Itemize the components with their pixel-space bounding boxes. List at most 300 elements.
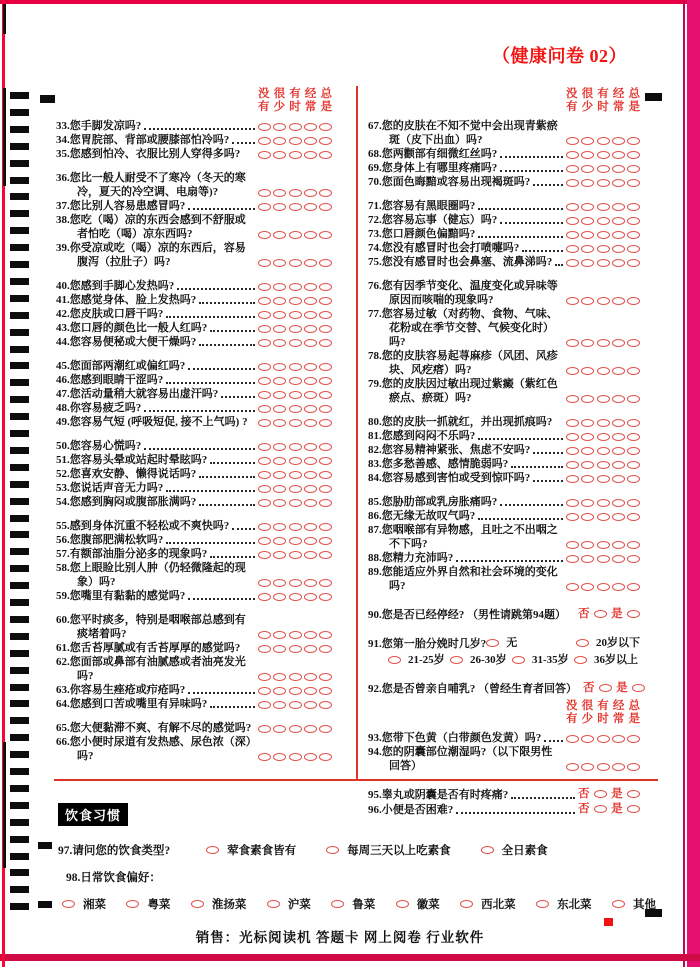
- q36-bubble-2[interactable]: [289, 189, 302, 197]
- q43-bubble-0[interactable]: [258, 325, 271, 333]
- q77-bubble-4[interactable]: [627, 339, 640, 347]
- q73-bubble-2[interactable]: [597, 231, 610, 239]
- q50-bubble-4[interactable]: [319, 443, 332, 451]
- q38-bubble-3[interactable]: [304, 231, 317, 239]
- q97-option-bubble-1[interactable]: [326, 846, 339, 854]
- q40-bubble-2[interactable]: [289, 283, 302, 291]
- q96-no-bubble[interactable]: [594, 805, 607, 813]
- q85-bubble-2[interactable]: [597, 499, 610, 507]
- q66-bubble-3[interactable]: [304, 753, 317, 761]
- q79-bubble-0[interactable]: [566, 395, 579, 403]
- q45-bubble-0[interactable]: [258, 363, 271, 371]
- q49-bubble-0[interactable]: [258, 419, 271, 427]
- q48-bubble-0[interactable]: [258, 405, 271, 413]
- q93-bubble-0[interactable]: [566, 735, 579, 743]
- q80-bubble-3[interactable]: [612, 419, 625, 427]
- q37-bubble-1[interactable]: [273, 203, 286, 211]
- q64-bubble-1[interactable]: [273, 701, 286, 709]
- q58-bubble-0[interactable]: [258, 579, 271, 587]
- q33-bubble-1[interactable]: [273, 123, 286, 131]
- q58-bubble-3[interactable]: [304, 579, 317, 587]
- q63-bubble-3[interactable]: [304, 687, 317, 695]
- q43-bubble-2[interactable]: [289, 325, 302, 333]
- q36-bubble-3[interactable]: [304, 189, 317, 197]
- q83-bubble-1[interactable]: [581, 461, 594, 469]
- q46-bubble-3[interactable]: [304, 377, 317, 385]
- q73-bubble-4[interactable]: [627, 231, 640, 239]
- q93-bubble-3[interactable]: [612, 735, 625, 743]
- q56-bubble-2[interactable]: [289, 537, 302, 545]
- q94-bubble-2[interactable]: [597, 763, 610, 771]
- q58-bubble-4[interactable]: [319, 579, 332, 587]
- q88-bubble-4[interactable]: [627, 555, 640, 563]
- q53-bubble-2[interactable]: [289, 485, 302, 493]
- q85-bubble-1[interactable]: [581, 499, 594, 507]
- q65-bubble-0[interactable]: [258, 725, 271, 733]
- q61-bubble-2[interactable]: [289, 645, 302, 653]
- q78-bubble-2[interactable]: [597, 367, 610, 375]
- q75-bubble-0[interactable]: [566, 259, 579, 267]
- q39-bubble-1[interactable]: [273, 259, 286, 267]
- q38-bubble-2[interactable]: [289, 231, 302, 239]
- q77-bubble-3[interactable]: [612, 339, 625, 347]
- q54-bubble-1[interactable]: [273, 499, 286, 507]
- q98-option-bubble-5[interactable]: [396, 900, 409, 908]
- q97-option-bubble-0[interactable]: [206, 846, 219, 854]
- q47-bubble-3[interactable]: [304, 391, 317, 399]
- q75-bubble-4[interactable]: [627, 259, 640, 267]
- q80-bubble-1[interactable]: [581, 419, 594, 427]
- q42-bubble-2[interactable]: [289, 311, 302, 319]
- q68-bubble-4[interactable]: [627, 151, 640, 159]
- q44-bubble-1[interactable]: [273, 339, 286, 347]
- q90-yes-bubble[interactable]: [627, 610, 640, 618]
- q84-bubble-4[interactable]: [627, 475, 640, 483]
- q39-bubble-0[interactable]: [258, 259, 271, 267]
- q57-bubble-3[interactable]: [304, 551, 317, 559]
- q69-bubble-0[interactable]: [566, 165, 579, 173]
- q36-bubble-1[interactable]: [273, 189, 286, 197]
- q69-bubble-1[interactable]: [581, 165, 594, 173]
- q55-bubble-0[interactable]: [258, 523, 271, 531]
- q87-bubble-4[interactable]: [627, 541, 640, 549]
- q68-bubble-0[interactable]: [566, 151, 579, 159]
- q37-bubble-2[interactable]: [289, 203, 302, 211]
- q87-bubble-2[interactable]: [597, 541, 610, 549]
- q42-bubble-1[interactable]: [273, 311, 286, 319]
- q98-option-bubble-8[interactable]: [612, 900, 625, 908]
- q51-bubble-2[interactable]: [289, 457, 302, 465]
- q40-bubble-0[interactable]: [258, 283, 271, 291]
- q54-bubble-2[interactable]: [289, 499, 302, 507]
- q84-bubble-1[interactable]: [581, 475, 594, 483]
- q53-bubble-1[interactable]: [273, 485, 286, 493]
- q62-bubble-4[interactable]: [319, 673, 332, 681]
- q46-bubble-4[interactable]: [319, 377, 332, 385]
- q42-bubble-0[interactable]: [258, 311, 271, 319]
- q52-bubble-3[interactable]: [304, 471, 317, 479]
- q79-bubble-2[interactable]: [597, 395, 610, 403]
- q61-bubble-0[interactable]: [258, 645, 271, 653]
- q40-bubble-1[interactable]: [273, 283, 286, 291]
- q42-bubble-3[interactable]: [304, 311, 317, 319]
- q60-bubble-1[interactable]: [273, 631, 286, 639]
- q74-bubble-2[interactable]: [597, 245, 610, 253]
- q88-bubble-2[interactable]: [597, 555, 610, 563]
- q96-yes-bubble[interactable]: [627, 805, 640, 813]
- q73-bubble-1[interactable]: [581, 231, 594, 239]
- q67-bubble-1[interactable]: [581, 137, 594, 145]
- q37-bubble-4[interactable]: [319, 203, 332, 211]
- q94-bubble-1[interactable]: [581, 763, 594, 771]
- q98-option-bubble-4[interactable]: [331, 900, 344, 908]
- q88-bubble-0[interactable]: [566, 555, 579, 563]
- q65-bubble-3[interactable]: [304, 725, 317, 733]
- q41-bubble-1[interactable]: [273, 297, 286, 305]
- q60-bubble-4[interactable]: [319, 631, 332, 639]
- q63-bubble-2[interactable]: [289, 687, 302, 695]
- q67-bubble-0[interactable]: [566, 137, 579, 145]
- q85-bubble-0[interactable]: [566, 499, 579, 507]
- q43-bubble-4[interactable]: [319, 325, 332, 333]
- q44-bubble-2[interactable]: [289, 339, 302, 347]
- q56-bubble-1[interactable]: [273, 537, 286, 545]
- q76-bubble-4[interactable]: [627, 297, 640, 305]
- q81-bubble-1[interactable]: [581, 433, 594, 441]
- q47-bubble-4[interactable]: [319, 391, 332, 399]
- q75-bubble-1[interactable]: [581, 259, 594, 267]
- q54-bubble-0[interactable]: [258, 499, 271, 507]
- q57-bubble-1[interactable]: [273, 551, 286, 559]
- q83-bubble-3[interactable]: [612, 461, 625, 469]
- q71-bubble-4[interactable]: [627, 203, 640, 211]
- q48-bubble-4[interactable]: [319, 405, 332, 413]
- q67-bubble-4[interactable]: [627, 137, 640, 145]
- q70-bubble-0[interactable]: [566, 179, 579, 187]
- q64-bubble-0[interactable]: [258, 701, 271, 709]
- q47-bubble-1[interactable]: [273, 391, 286, 399]
- q41-bubble-2[interactable]: [289, 297, 302, 305]
- q84-bubble-2[interactable]: [597, 475, 610, 483]
- q84-bubble-0[interactable]: [566, 475, 579, 483]
- q87-bubble-0[interactable]: [566, 541, 579, 549]
- q74-bubble-4[interactable]: [627, 245, 640, 253]
- q57-bubble-2[interactable]: [289, 551, 302, 559]
- q85-bubble-4[interactable]: [627, 499, 640, 507]
- q84-bubble-3[interactable]: [612, 475, 625, 483]
- q46-bubble-0[interactable]: [258, 377, 271, 385]
- q49-bubble-2[interactable]: [289, 419, 302, 427]
- q39-bubble-3[interactable]: [304, 259, 317, 267]
- q76-bubble-2[interactable]: [597, 297, 610, 305]
- q46-bubble-2[interactable]: [289, 377, 302, 385]
- q88-bubble-1[interactable]: [581, 555, 594, 563]
- q70-bubble-2[interactable]: [597, 179, 610, 187]
- q77-bubble-2[interactable]: [597, 339, 610, 347]
- q35-bubble-3[interactable]: [304, 151, 317, 159]
- q59-bubble-3[interactable]: [304, 593, 317, 601]
- q75-bubble-2[interactable]: [597, 259, 610, 267]
- q66-bubble-0[interactable]: [258, 753, 271, 761]
- q39-bubble-4[interactable]: [319, 259, 332, 267]
- q73-bubble-0[interactable]: [566, 231, 579, 239]
- q63-bubble-4[interactable]: [319, 687, 332, 695]
- q69-bubble-3[interactable]: [612, 165, 625, 173]
- q79-bubble-4[interactable]: [627, 395, 640, 403]
- q38-bubble-1[interactable]: [273, 231, 286, 239]
- q86-bubble-4[interactable]: [627, 513, 640, 521]
- q37-bubble-0[interactable]: [258, 203, 271, 211]
- q80-bubble-0[interactable]: [566, 419, 579, 427]
- q63-bubble-1[interactable]: [273, 687, 286, 695]
- q67-bubble-3[interactable]: [612, 137, 625, 145]
- q69-bubble-2[interactable]: [597, 165, 610, 173]
- q66-bubble-4[interactable]: [319, 753, 332, 761]
- q45-bubble-3[interactable]: [304, 363, 317, 371]
- q91-option-bubble-0[interactable]: [486, 639, 499, 647]
- q36-bubble-4[interactable]: [319, 189, 332, 197]
- q66-bubble-2[interactable]: [289, 753, 302, 761]
- q44-bubble-3[interactable]: [304, 339, 317, 347]
- q66-bubble-1[interactable]: [273, 753, 286, 761]
- q82-bubble-0[interactable]: [566, 447, 579, 455]
- q59-bubble-1[interactable]: [273, 593, 286, 601]
- q55-bubble-4[interactable]: [319, 523, 332, 531]
- q72-bubble-4[interactable]: [627, 217, 640, 225]
- q72-bubble-0[interactable]: [566, 217, 579, 225]
- q52-bubble-2[interactable]: [289, 471, 302, 479]
- q73-bubble-3[interactable]: [612, 231, 625, 239]
- q45-bubble-2[interactable]: [289, 363, 302, 371]
- q76-bubble-0[interactable]: [566, 297, 579, 305]
- q89-bubble-2[interactable]: [597, 583, 610, 591]
- q55-bubble-2[interactable]: [289, 523, 302, 531]
- q95-yes-bubble[interactable]: [627, 790, 640, 798]
- q53-bubble-3[interactable]: [304, 485, 317, 493]
- q82-bubble-2[interactable]: [597, 447, 610, 455]
- q72-bubble-2[interactable]: [597, 217, 610, 225]
- q57-bubble-0[interactable]: [258, 551, 271, 559]
- q60-bubble-3[interactable]: [304, 631, 317, 639]
- q87-bubble-1[interactable]: [581, 541, 594, 549]
- q64-bubble-3[interactable]: [304, 701, 317, 709]
- q74-bubble-1[interactable]: [581, 245, 594, 253]
- q81-bubble-4[interactable]: [627, 433, 640, 441]
- q51-bubble-4[interactable]: [319, 457, 332, 465]
- q75-bubble-3[interactable]: [612, 259, 625, 267]
- q98-option-bubble-0[interactable]: [62, 900, 75, 908]
- q38-bubble-4[interactable]: [319, 231, 332, 239]
- q35-bubble-2[interactable]: [289, 151, 302, 159]
- q52-bubble-1[interactable]: [273, 471, 286, 479]
- q71-bubble-2[interactable]: [597, 203, 610, 211]
- q35-bubble-0[interactable]: [258, 151, 271, 159]
- q86-bubble-0[interactable]: [566, 513, 579, 521]
- q89-bubble-3[interactable]: [612, 583, 625, 591]
- q51-bubble-3[interactable]: [304, 457, 317, 465]
- q76-bubble-3[interactable]: [612, 297, 625, 305]
- q34-bubble-2[interactable]: [289, 137, 302, 145]
- q65-bubble-2[interactable]: [289, 725, 302, 733]
- q91-option-bubble-5[interactable]: [574, 656, 587, 664]
- q91-option-bubble-2[interactable]: [388, 656, 401, 664]
- q59-bubble-0[interactable]: [258, 593, 271, 601]
- q45-bubble-4[interactable]: [319, 363, 332, 371]
- q39-bubble-2[interactable]: [289, 259, 302, 267]
- q33-bubble-4[interactable]: [319, 123, 332, 131]
- q61-bubble-4[interactable]: [319, 645, 332, 653]
- q36-bubble-0[interactable]: [258, 189, 271, 197]
- q45-bubble-1[interactable]: [273, 363, 286, 371]
- q93-bubble-1[interactable]: [581, 735, 594, 743]
- q69-bubble-4[interactable]: [627, 165, 640, 173]
- q81-bubble-0[interactable]: [566, 433, 579, 441]
- q97-option-bubble-2[interactable]: [481, 846, 494, 854]
- q35-bubble-4[interactable]: [319, 151, 332, 159]
- q90-no-bubble[interactable]: [594, 610, 607, 618]
- q61-bubble-1[interactable]: [273, 645, 286, 653]
- q71-bubble-3[interactable]: [612, 203, 625, 211]
- q49-bubble-4[interactable]: [319, 419, 332, 427]
- q70-bubble-3[interactable]: [612, 179, 625, 187]
- q60-bubble-0[interactable]: [258, 631, 271, 639]
- q83-bubble-0[interactable]: [566, 461, 579, 469]
- q82-bubble-4[interactable]: [627, 447, 640, 455]
- q98-option-bubble-6[interactable]: [460, 900, 473, 908]
- q48-bubble-1[interactable]: [273, 405, 286, 413]
- q98-option-bubble-3[interactable]: [267, 900, 280, 908]
- q94-bubble-4[interactable]: [627, 763, 640, 771]
- q80-bubble-4[interactable]: [627, 419, 640, 427]
- q48-bubble-3[interactable]: [304, 405, 317, 413]
- q44-bubble-0[interactable]: [258, 339, 271, 347]
- q89-bubble-4[interactable]: [627, 583, 640, 591]
- q77-bubble-0[interactable]: [566, 339, 579, 347]
- q59-bubble-4[interactable]: [319, 593, 332, 601]
- q43-bubble-1[interactable]: [273, 325, 286, 333]
- q92-yes-bubble[interactable]: [632, 684, 645, 692]
- q87-bubble-3[interactable]: [612, 541, 625, 549]
- q92-no-bubble[interactable]: [599, 684, 612, 692]
- q94-bubble-0[interactable]: [566, 763, 579, 771]
- q82-bubble-1[interactable]: [581, 447, 594, 455]
- q72-bubble-3[interactable]: [612, 217, 625, 225]
- q78-bubble-1[interactable]: [581, 367, 594, 375]
- q70-bubble-1[interactable]: [581, 179, 594, 187]
- q40-bubble-4[interactable]: [319, 283, 332, 291]
- q38-bubble-0[interactable]: [258, 231, 271, 239]
- q93-bubble-2[interactable]: [597, 735, 610, 743]
- q53-bubble-0[interactable]: [258, 485, 271, 493]
- q74-bubble-0[interactable]: [566, 245, 579, 253]
- q79-bubble-1[interactable]: [581, 395, 594, 403]
- q47-bubble-0[interactable]: [258, 391, 271, 399]
- q63-bubble-0[interactable]: [258, 687, 271, 695]
- q56-bubble-4[interactable]: [319, 537, 332, 545]
- q95-no-bubble[interactable]: [594, 790, 607, 798]
- q33-bubble-3[interactable]: [304, 123, 317, 131]
- q79-bubble-3[interactable]: [612, 395, 625, 403]
- q55-bubble-1[interactable]: [273, 523, 286, 531]
- q86-bubble-2[interactable]: [597, 513, 610, 521]
- q50-bubble-2[interactable]: [289, 443, 302, 451]
- q57-bubble-4[interactable]: [319, 551, 332, 559]
- q48-bubble-2[interactable]: [289, 405, 302, 413]
- q65-bubble-4[interactable]: [319, 725, 332, 733]
- q71-bubble-1[interactable]: [581, 203, 594, 211]
- q85-bubble-3[interactable]: [612, 499, 625, 507]
- q51-bubble-0[interactable]: [258, 457, 271, 465]
- q89-bubble-1[interactable]: [581, 583, 594, 591]
- q62-bubble-1[interactable]: [273, 673, 286, 681]
- q67-bubble-2[interactable]: [597, 137, 610, 145]
- q56-bubble-3[interactable]: [304, 537, 317, 545]
- q54-bubble-3[interactable]: [304, 499, 317, 507]
- q41-bubble-4[interactable]: [319, 297, 332, 305]
- q78-bubble-4[interactable]: [627, 367, 640, 375]
- q93-bubble-4[interactable]: [627, 735, 640, 743]
- q47-bubble-2[interactable]: [289, 391, 302, 399]
- q33-bubble-0[interactable]: [258, 123, 271, 131]
- q58-bubble-2[interactable]: [289, 579, 302, 587]
- q98-option-bubble-7[interactable]: [536, 900, 549, 908]
- q74-bubble-3[interactable]: [612, 245, 625, 253]
- q50-bubble-3[interactable]: [304, 443, 317, 451]
- q91-option-bubble-3[interactable]: [450, 656, 463, 664]
- q59-bubble-2[interactable]: [289, 593, 302, 601]
- q68-bubble-2[interactable]: [597, 151, 610, 159]
- q64-bubble-2[interactable]: [289, 701, 302, 709]
- q70-bubble-4[interactable]: [627, 179, 640, 187]
- q82-bubble-3[interactable]: [612, 447, 625, 455]
- q72-bubble-1[interactable]: [581, 217, 594, 225]
- q89-bubble-0[interactable]: [566, 583, 579, 591]
- q34-bubble-3[interactable]: [304, 137, 317, 145]
- q94-bubble-3[interactable]: [612, 763, 625, 771]
- q78-bubble-0[interactable]: [566, 367, 579, 375]
- q44-bubble-4[interactable]: [319, 339, 332, 347]
- q98-option-bubble-1[interactable]: [126, 900, 139, 908]
- q83-bubble-4[interactable]: [627, 461, 640, 469]
- q51-bubble-1[interactable]: [273, 457, 286, 465]
- q78-bubble-3[interactable]: [612, 367, 625, 375]
- q54-bubble-4[interactable]: [319, 499, 332, 507]
- q46-bubble-1[interactable]: [273, 377, 286, 385]
- q58-bubble-1[interactable]: [273, 579, 286, 587]
- q68-bubble-1[interactable]: [581, 151, 594, 159]
- q62-bubble-0[interactable]: [258, 673, 271, 681]
- q64-bubble-4[interactable]: [319, 701, 332, 709]
- q41-bubble-0[interactable]: [258, 297, 271, 305]
- q80-bubble-2[interactable]: [597, 419, 610, 427]
- q35-bubble-1[interactable]: [273, 151, 286, 159]
- q49-bubble-1[interactable]: [273, 419, 286, 427]
- q68-bubble-3[interactable]: [612, 151, 625, 159]
- q77-bubble-1[interactable]: [581, 339, 594, 347]
- q55-bubble-3[interactable]: [304, 523, 317, 531]
- q62-bubble-3[interactable]: [304, 673, 317, 681]
- q88-bubble-3[interactable]: [612, 555, 625, 563]
- q52-bubble-4[interactable]: [319, 471, 332, 479]
- q61-bubble-3[interactable]: [304, 645, 317, 653]
- q91-option-bubble-1[interactable]: [576, 639, 589, 647]
- q86-bubble-1[interactable]: [581, 513, 594, 521]
- q60-bubble-2[interactable]: [289, 631, 302, 639]
- q33-bubble-2[interactable]: [289, 123, 302, 131]
- q91-option-bubble-4[interactable]: [512, 656, 525, 664]
- q76-bubble-1[interactable]: [581, 297, 594, 305]
- q62-bubble-2[interactable]: [289, 673, 302, 681]
